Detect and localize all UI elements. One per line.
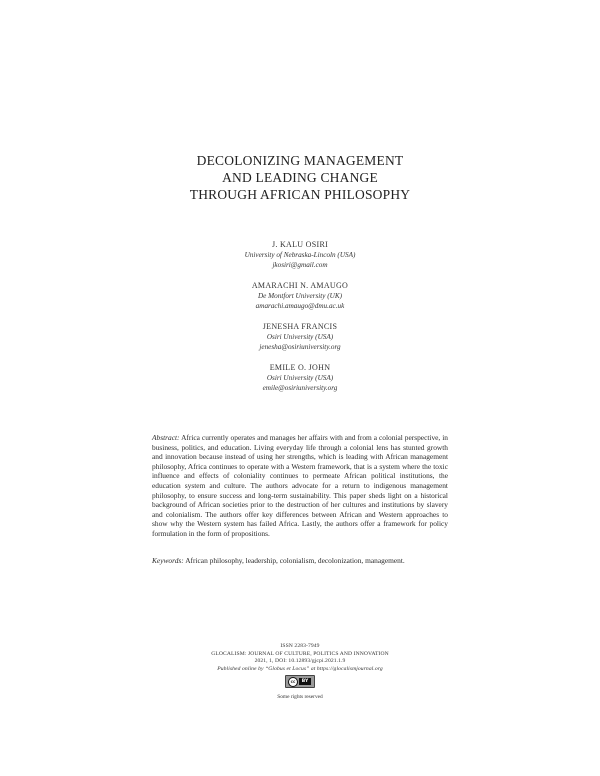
author-affiliation: Osiri University (USA) <box>266 374 334 382</box>
journal-name: GLOCALISM: JOURNAL OF CULTURE, POLITICS AND INNOVATION <box>211 650 389 657</box>
paper-title <box>0 152 600 203</box>
author-block <box>0 281 600 311</box>
author-block <box>0 240 600 270</box>
journal-footer <box>0 643 600 701</box>
author-block <box>0 363 600 393</box>
author-affiliation: University of Nebraska-Lincoln (USA) <box>244 251 356 259</box>
keywords-label: Keywords: <box>152 556 184 565</box>
doi[interactable]: 2021, 1, DOI: 10.12893/gjcpi.2021.1.9 <box>254 658 346 665</box>
author-name: AMARACHI N. AMAUGO <box>251 281 349 290</box>
author-email[interactable]: jenesha@osiriuniversity.org <box>259 343 341 351</box>
abstract-label: Abstract: <box>152 433 180 442</box>
author-name: J. KALU OSIRI <box>271 240 329 249</box>
author-list <box>0 240 600 404</box>
abstract-text: Africa currently operates and manages her affairs with and from a colonial perspective, in business, politics, and education. Living everyday life through a colonial lens has stunted growth and innovation because instead of using her strengths, which is leading with African management philosophy, Africa continues to operate with a Western framework, that is a system where the toxic influence and effects of coloniality continues to permeate African political institutions, the education system and culture. The authors advocate for a return to indigenous management philosophy, to ensure success and long-term sustainability. This paper sheds light on a historical background of African societies prior to the destruction of her cultures and institutions by slavery and colonialism. The authors offer key differences between African and Western approaches to show why the Western system has failed Africa. Lastly, the authors offer a framework for policy formulation in the form of propositions. <box>152 433 448 538</box>
keywords-text: African philosophy, leadership, colonialism, decolonization, management. <box>185 556 405 565</box>
abstract <box>152 433 448 539</box>
title-line-3: THROUGH AFRICAN PHILOSOPHY <box>189 187 411 202</box>
keywords <box>152 556 448 566</box>
author-affiliation: Osiri University (USA) <box>266 333 334 341</box>
author-email[interactable]: jkosiri@gmail.com <box>272 261 328 269</box>
cc-by-icon[interactable] <box>285 675 315 688</box>
author-name: EMILE O. JOHN <box>269 363 331 372</box>
author-name: JENESHA FRANCIS <box>262 322 338 331</box>
published-online[interactable]: Published online by “Globus et Locus” at https://glocalismjournal.org <box>217 665 383 672</box>
title-line-2: AND LEADING CHANGE <box>222 170 378 185</box>
author-affiliation: De Montfort University (UK) <box>257 292 343 300</box>
by-icon: BY <box>299 678 311 685</box>
author-email[interactable]: amarachi.amaugo@dmu.ac.uk <box>255 302 345 310</box>
issn: ISSN 2283-7949 <box>280 643 320 649</box>
cc-circle-icon: cc <box>288 677 298 687</box>
rights-text: Some rights reserved <box>277 694 323 701</box>
author-block <box>0 322 600 352</box>
author-email[interactable]: emile@osiriuniversity.org <box>262 384 338 392</box>
title-line-1: DECOLONIZING MANAGEMENT <box>196 153 404 168</box>
